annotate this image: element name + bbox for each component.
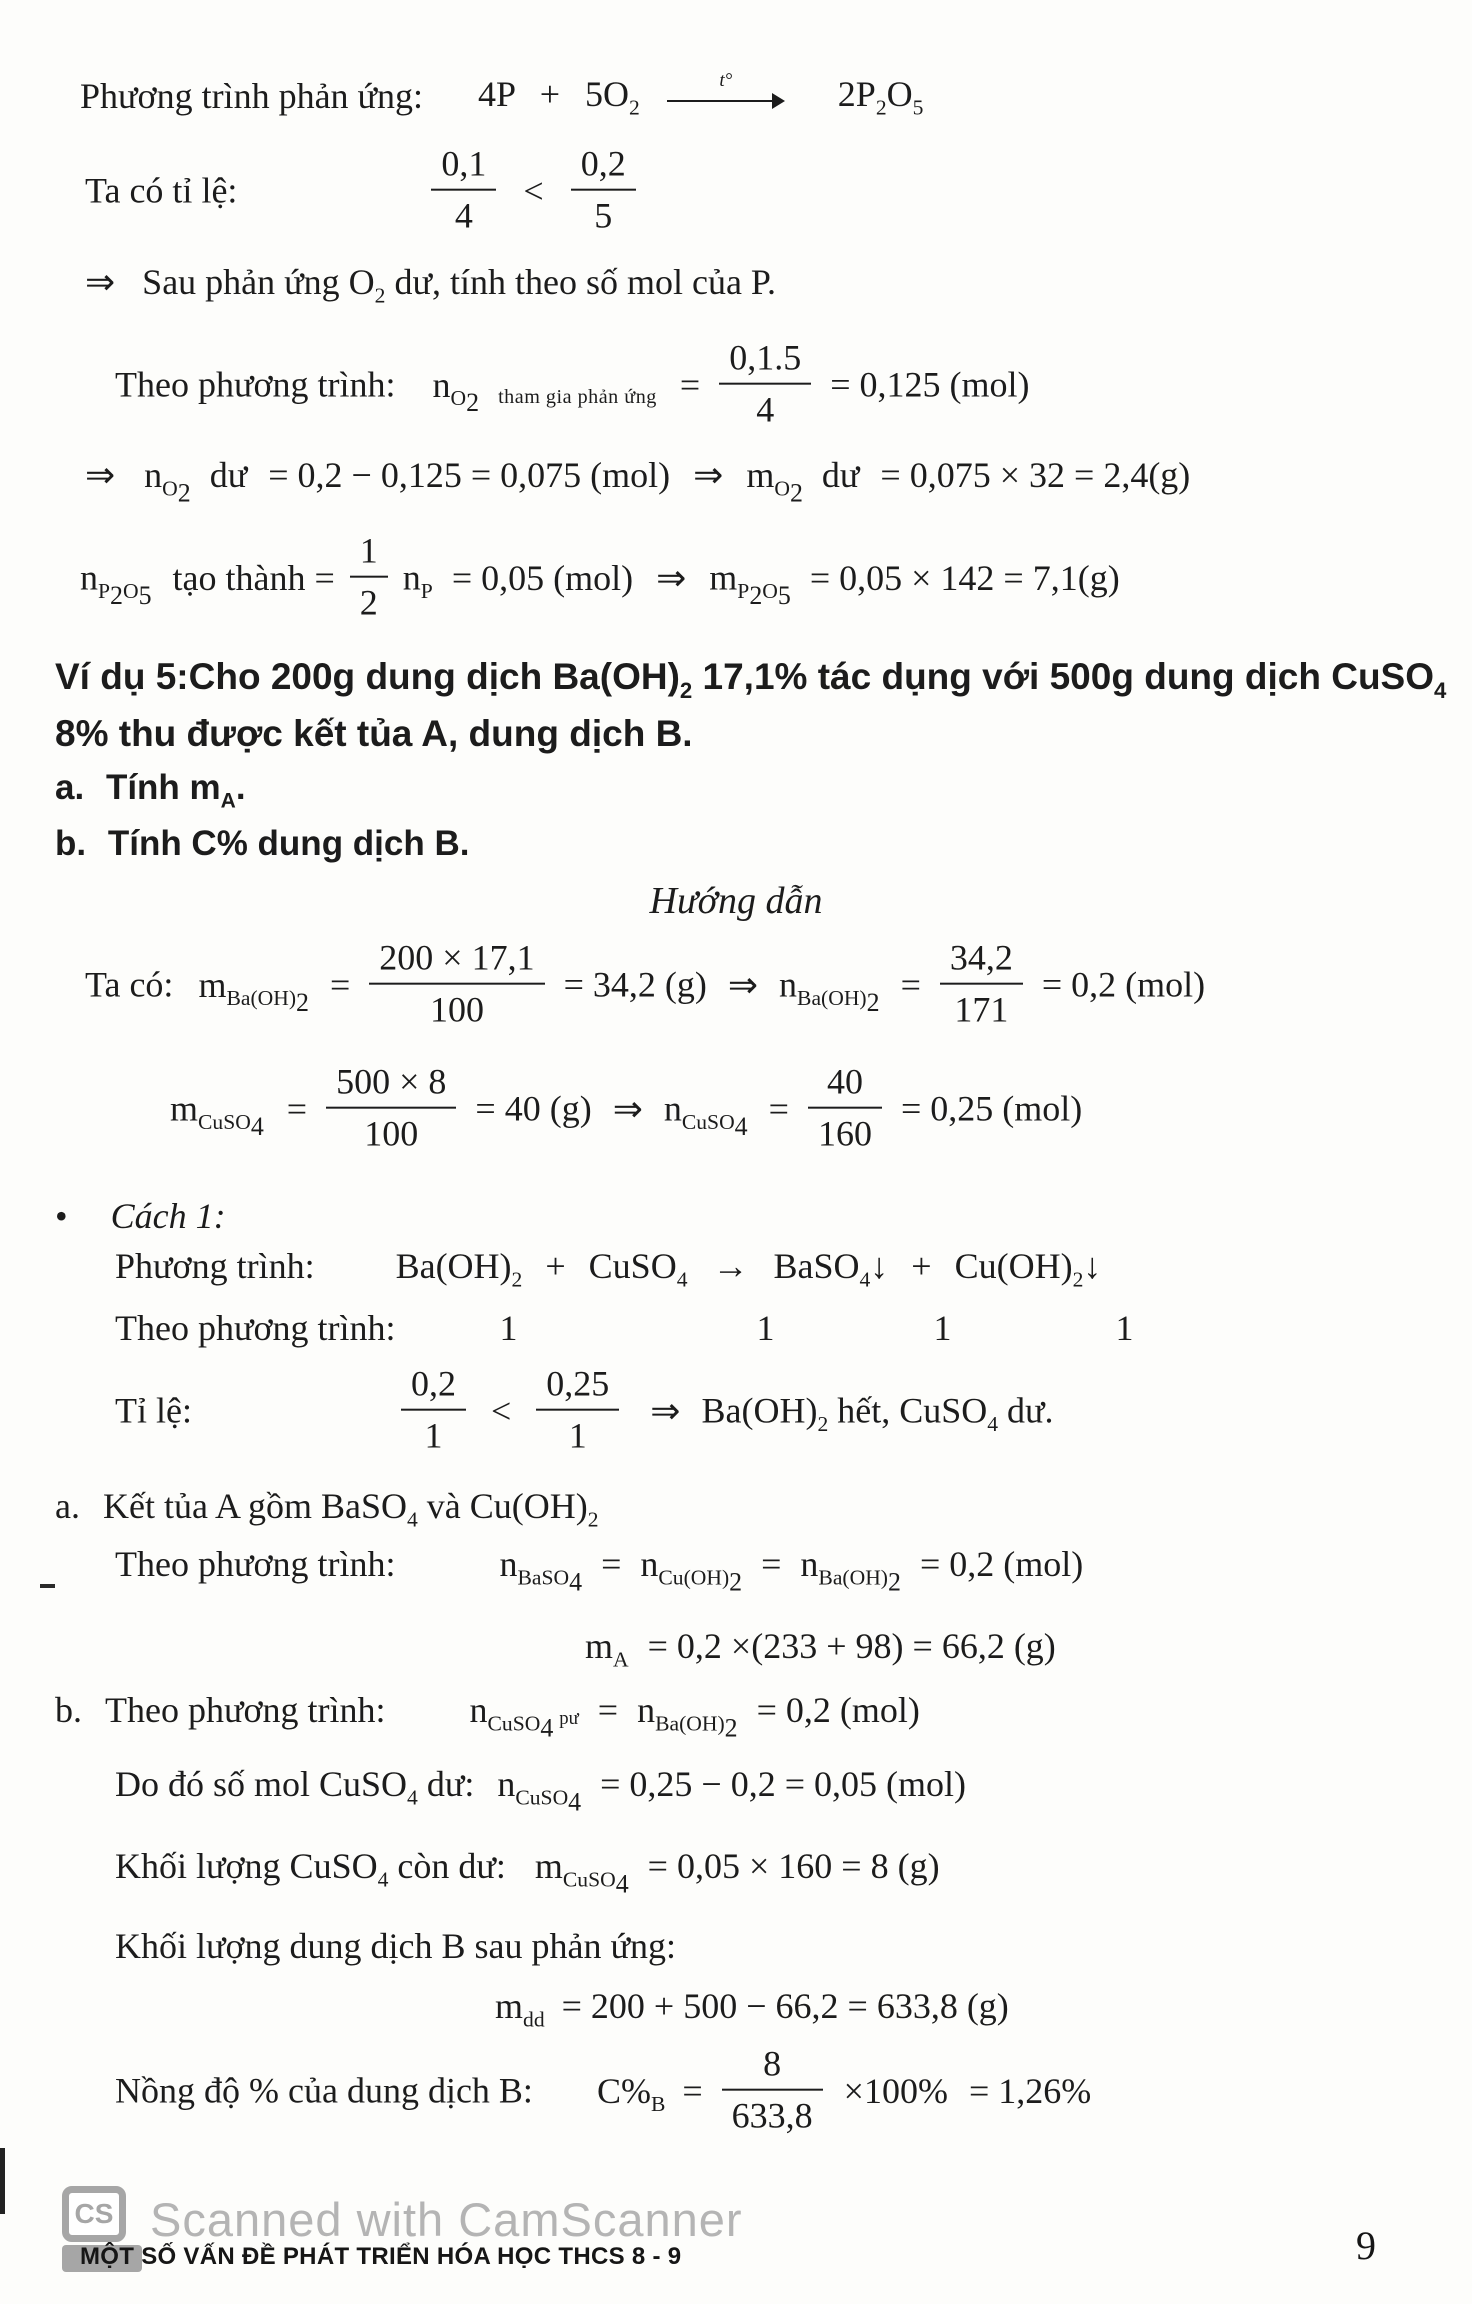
- n-symbol: n: [402, 557, 421, 598]
- coeff: 1: [1115, 1308, 1134, 1348]
- label: Khối lượng CuSO: [115, 1846, 378, 1886]
- sub: 4: [987, 1412, 999, 1437]
- item-letter: a.: [55, 768, 85, 807]
- n-subsub: 2: [887, 1567, 901, 1597]
- numerator: 500 × 8: [326, 1062, 456, 1109]
- equals: =: [679, 364, 701, 405]
- reactant-1: 4P: [478, 74, 515, 114]
- line-cuso4-du-mass: [115, 1846, 940, 1898]
- item-letter: a.: [55, 1486, 80, 1526]
- denominator: 100: [364, 1113, 419, 1154]
- product: 2P: [837, 74, 876, 114]
- text: Khối lượng dung dịch B sau phản ứng:: [115, 1926, 677, 1966]
- expr: = 0,2 − 0,125 = 0,075 (mol): [268, 455, 671, 495]
- fraction: [326, 1062, 456, 1155]
- fraction: [571, 144, 636, 237]
- fraction: [719, 338, 811, 431]
- n-subsub: 4: [569, 1567, 583, 1597]
- expr: = 0,075 × 32 = 2,4(g): [880, 455, 1191, 495]
- text: dư.: [998, 1390, 1054, 1431]
- arrow-condition: t°: [719, 69, 733, 91]
- denominator: 633,8: [731, 2095, 813, 2136]
- m-subsub: 2: [296, 987, 309, 1017]
- denominator: 100: [429, 989, 484, 1030]
- n-subsub: 4: [540, 1713, 554, 1743]
- product-sub1: 2: [875, 95, 887, 120]
- label: Ta có:: [85, 964, 174, 1005]
- fraction: [350, 531, 388, 624]
- line-conclusion-o2-du: [85, 262, 776, 308]
- text: 8% thu được kết tủa A, dung dịch B.: [55, 713, 693, 755]
- m-subsub: 4: [615, 1869, 629, 1899]
- expr: = 40 (g): [475, 1088, 592, 1129]
- expr: = 1,26%: [968, 2070, 1092, 2111]
- line-ket-tua-a: [55, 1486, 599, 1532]
- fraction: [369, 938, 544, 1031]
- n-sub: CuSO: [681, 1110, 735, 1135]
- text: Cho 200g dung dịch Ba(OH): [188, 656, 680, 697]
- implies-arrow: ⇒: [85, 262, 116, 302]
- m-sub: CuSO: [198, 1110, 251, 1135]
- text: dư, tính theo số mol của P.: [385, 262, 776, 302]
- question-b: [55, 824, 469, 863]
- m-sub: A: [613, 1647, 629, 1672]
- m-sub: Ba(OH): [226, 986, 297, 1011]
- sub-words: tham gia phản ứng: [498, 386, 657, 409]
- text: Tính C% dung dịch B.: [107, 824, 470, 863]
- n-sub: Ba(OH): [818, 1565, 888, 1590]
- plus-sign: +: [911, 1246, 932, 1286]
- equals: =: [768, 1088, 789, 1129]
- n-sub: Ba(OH): [655, 1711, 725, 1736]
- implies-arrow: ⇒: [612, 1088, 643, 1129]
- c-percent-symbol: C%: [596, 2070, 651, 2111]
- precipitate-arrow: ↓: [870, 1246, 889, 1286]
- coeff: 1: [933, 1308, 952, 1348]
- plus-sign: +: [545, 1246, 566, 1286]
- n-symbol: n: [80, 557, 98, 598]
- equals: =: [601, 1544, 622, 1584]
- scan-artifact: [40, 1584, 55, 1588]
- denominator: 171: [954, 989, 1009, 1030]
- camscanner-logo-text: CS: [74, 2198, 114, 2229]
- denominator: 160: [817, 1113, 872, 1154]
- label: Theo phương trình:: [105, 1690, 386, 1730]
- sub: 4: [1434, 677, 1447, 703]
- line-stoich-coefficients: [115, 1308, 1134, 1348]
- n-sub: P: [98, 579, 111, 604]
- sub: 4: [859, 1267, 871, 1292]
- fraction: [722, 2044, 823, 2137]
- m-sub: P: [737, 579, 750, 604]
- expr: = 34,2 (g): [563, 964, 707, 1005]
- line-phuong-trinh-equation: [115, 1246, 1101, 1292]
- n-subsub: 2: [466, 387, 480, 417]
- scan-artifact: [0, 2148, 5, 2214]
- line-cach-1: [55, 1196, 226, 1236]
- line-ratio-1: [85, 143, 646, 241]
- m-symbol: m: [495, 1986, 524, 2026]
- equals: =: [761, 1544, 782, 1584]
- item-letter: b.: [55, 1690, 82, 1730]
- text: và Cu(OH): [417, 1486, 588, 1526]
- line-m-cuso4: [170, 1061, 1083, 1159]
- n-sub: CuSO: [487, 1711, 541, 1736]
- n-subsub: 4: [568, 1787, 582, 1817]
- numerator: 0,1.5: [719, 338, 811, 385]
- n-subsub: 2: [110, 580, 123, 610]
- sub: A: [220, 789, 236, 813]
- sub: 2: [679, 677, 693, 703]
- m-symbol: m: [585, 1626, 614, 1666]
- label: Phương trình:: [115, 1246, 315, 1286]
- page-number: 9: [1356, 2223, 1376, 2268]
- du-word: dư: [821, 455, 860, 495]
- fraction: [940, 938, 1023, 1031]
- line-ti-le: [115, 1363, 1054, 1461]
- n-sub: O: [122, 579, 139, 604]
- text: Ba(OH): [701, 1390, 818, 1431]
- compound: Ba(OH): [395, 1246, 512, 1286]
- m-symbol: m: [170, 1088, 199, 1129]
- product-sub2: 5: [912, 95, 924, 120]
- sub: 2: [817, 1412, 829, 1437]
- expr: = 0,2 (mol): [919, 1544, 1084, 1584]
- n-subsub: 2: [866, 987, 880, 1017]
- n-symbol: n: [637, 1690, 656, 1730]
- item-letter: b.: [55, 824, 87, 863]
- line-reaction-label: [80, 76, 423, 116]
- expr: = 200 + 500 − 66,2 = 633,8 (g): [561, 1986, 1009, 2026]
- numerator: 0,25: [536, 1364, 619, 1411]
- label: Theo phương trình:: [115, 1544, 396, 1584]
- arrow-shaft: [667, 100, 775, 103]
- m-symbol: m: [198, 964, 227, 1005]
- equals: =: [900, 964, 921, 1005]
- label: Do đó số mol CuSO: [115, 1764, 408, 1804]
- numerator: 0,2: [571, 144, 636, 191]
- times-100: ×100%: [843, 2070, 948, 2111]
- n-subsub: 5: [138, 580, 152, 610]
- line-p2o5-tao-thanh: [80, 530, 1120, 628]
- less-than: <: [490, 1390, 512, 1431]
- numerator: 40: [808, 1062, 882, 1109]
- text: Sau phản ứng O: [142, 262, 375, 302]
- n-sub: O: [162, 476, 178, 501]
- numerator: 8: [722, 2044, 823, 2091]
- numerator: 0,2: [401, 1364, 466, 1411]
- line-m-baoh2: [85, 937, 1206, 1035]
- sub: 4: [676, 1267, 688, 1292]
- product-o: O: [886, 74, 913, 114]
- n-sub: Ba(OH): [797, 986, 867, 1011]
- n-symbol: n: [497, 1764, 516, 1804]
- yields-arrow: →: [712, 1246, 749, 1286]
- label: Theo phương trình:: [115, 364, 396, 405]
- expr: = 0,2 ×(233 + 98) = 66,2 (g): [647, 1626, 1056, 1666]
- equals: =: [682, 2070, 703, 2111]
- text: 17,1% tác dụng với 500g dung dịch CuSO: [692, 656, 1435, 697]
- equals: =: [597, 1690, 619, 1730]
- m-symbol: m: [709, 557, 738, 598]
- du-word: dư: [209, 455, 248, 495]
- dot: .: [235, 768, 246, 807]
- line-khoi-luong-ddB: [115, 1926, 676, 1966]
- line-mdd-result: [495, 1986, 1009, 2032]
- numerator: 0,1: [431, 144, 496, 191]
- sub: 4: [377, 1867, 389, 1892]
- m-subsub: 2: [789, 478, 803, 508]
- n-sub: CuSO: [515, 1785, 569, 1810]
- equals: =: [286, 1088, 308, 1129]
- n-symbol: n: [144, 455, 163, 495]
- heading-text: Hướng dẫn: [649, 880, 823, 922]
- m-sub: CuSO: [562, 1867, 616, 1892]
- compound: BaSO: [773, 1246, 860, 1286]
- c-sub: B: [650, 2092, 666, 2117]
- line-nong-do-phan-tram: [115, 2043, 1092, 2141]
- line-cuso4-du-mol: [115, 1764, 966, 1816]
- numerator: 1: [350, 531, 388, 578]
- denominator: 5: [594, 195, 613, 236]
- bullet: •: [55, 1196, 68, 1236]
- n-sub: Cu(OH): [658, 1565, 730, 1590]
- implies-arrow: ⇒: [693, 455, 724, 495]
- numerator: 200 × 17,1: [369, 938, 544, 985]
- denominator: 1: [568, 1415, 587, 1456]
- m-symbol: m: [534, 1846, 563, 1886]
- book-title-footer: MỘT SỐ VẤN ĐỀ PHÁT TRIỂN HÓA HỌC THCS 8 - 9: [80, 2243, 682, 2270]
- m-subsub: 4: [250, 1111, 264, 1141]
- text: Kết tủa A gồm BaSO: [102, 1486, 407, 1526]
- label: Tỉ lệ:: [115, 1390, 192, 1431]
- question-a: [55, 768, 246, 813]
- arrow-head-icon: [772, 93, 785, 109]
- numerator: 34,2: [940, 938, 1023, 985]
- n-sub: O: [450, 386, 467, 411]
- expr: = 0,2 (mol): [1041, 964, 1206, 1005]
- reactant-2: 5O: [585, 74, 629, 114]
- line-b-theo-phuong-trinh: [55, 1690, 920, 1742]
- less-than: <: [523, 170, 544, 211]
- cach-1-label: Cách 1:: [110, 1196, 226, 1236]
- huong-dan-heading: [0, 880, 1472, 923]
- coeff: 1: [756, 1308, 775, 1348]
- m-sub: O: [762, 579, 778, 604]
- implies-arrow: ⇒: [656, 557, 687, 598]
- n-symbol: n: [779, 964, 798, 1005]
- n-symbol: n: [469, 1690, 488, 1730]
- label: Nồng độ % của dung dịch B:: [115, 2070, 533, 2111]
- m-sub: dd: [523, 2007, 545, 2032]
- coeff: 1: [499, 1308, 518, 1348]
- n-symbol: n: [499, 1544, 518, 1584]
- sub: 2: [374, 283, 386, 308]
- example-label: Ví dụ 5:: [55, 656, 189, 697]
- m-symbol: m: [746, 455, 775, 495]
- sub: 2: [511, 1267, 523, 1292]
- label: còn dư:: [388, 1846, 506, 1886]
- sub: 4: [407, 1785, 418, 1810]
- text: Tính m: [105, 768, 221, 807]
- camscanner-logo: [62, 2186, 126, 2242]
- equals: =: [329, 964, 351, 1005]
- fraction: [536, 1364, 619, 1457]
- m-subsub: 2: [749, 580, 763, 610]
- denominator: 2: [359, 582, 378, 623]
- denominator: 4: [756, 389, 775, 430]
- n-sub: BaSO: [517, 1565, 570, 1590]
- expr: = 0,25 − 0,2 = 0,05 (mol): [600, 1764, 967, 1804]
- n-subsub: 2: [724, 1713, 738, 1743]
- line-n-baso4-equalities: [115, 1544, 1083, 1596]
- sub: 2: [1072, 1267, 1084, 1292]
- pu-superscript: pư: [559, 1707, 579, 1729]
- n-symbol: n: [640, 1544, 659, 1584]
- fraction: [808, 1062, 882, 1155]
- ratio-label: Ta có tỉ lệ:: [85, 170, 238, 211]
- sub: 2: [587, 1507, 599, 1532]
- line-reaction-equation: [478, 69, 924, 120]
- expr: = 0,2 (mol): [756, 1690, 920, 1730]
- reactant-2-sub: 2: [629, 95, 640, 120]
- m-subsub: 5: [777, 580, 791, 610]
- denominator: 1: [424, 1415, 443, 1456]
- text: hết, CuSO: [828, 1390, 988, 1431]
- fraction: [431, 144, 496, 237]
- implies-arrow: ⇒: [727, 964, 759, 1005]
- plus-sign: +: [539, 74, 560, 114]
- compound: Cu(OH): [954, 1246, 1073, 1286]
- n-symbol: n: [663, 1088, 682, 1129]
- compound: CuSO: [588, 1246, 677, 1286]
- example-5-statement: [55, 650, 1463, 761]
- m-sub: O: [774, 476, 790, 501]
- line-n-o2-tham-gia: [115, 337, 1030, 435]
- expr: = 0,25 (mol): [900, 1088, 1083, 1129]
- n-subsub: 4: [734, 1111, 748, 1141]
- n-sub: P: [420, 579, 433, 604]
- n-symbol: n: [432, 364, 451, 405]
- fraction: [401, 1364, 466, 1457]
- label: dư:: [417, 1764, 475, 1804]
- implies-arrow: ⇒: [85, 455, 116, 495]
- camscanner-watermark: Scanned with CamScanner: [150, 2193, 743, 2246]
- denominator: 4: [454, 195, 473, 236]
- expr: = 0,05 (mol): [451, 557, 634, 598]
- reaction-arrow: [667, 69, 785, 116]
- sub: 4: [406, 1507, 418, 1532]
- text: tạo thành =: [172, 557, 335, 598]
- n-symbol: n: [800, 1544, 819, 1584]
- result: = 0,125 (mol): [830, 364, 1030, 405]
- expr: = 0,05 × 142 = 7,1(g): [809, 557, 1120, 598]
- label: Theo phương trình:: [115, 1308, 396, 1348]
- n-subsub: 2: [177, 478, 191, 508]
- reaction-label: Phương trình phản ứng:: [80, 76, 424, 116]
- implies-arrow: ⇒: [650, 1390, 681, 1431]
- precipitate-arrow: ↓: [1083, 1246, 1102, 1286]
- expr: = 0,05 × 160 = 8 (g): [647, 1846, 940, 1886]
- line-o2-du-mass: [85, 455, 1190, 507]
- line-ma-result: [585, 1626, 1056, 1672]
- n-subsub: 2: [729, 1567, 743, 1597]
